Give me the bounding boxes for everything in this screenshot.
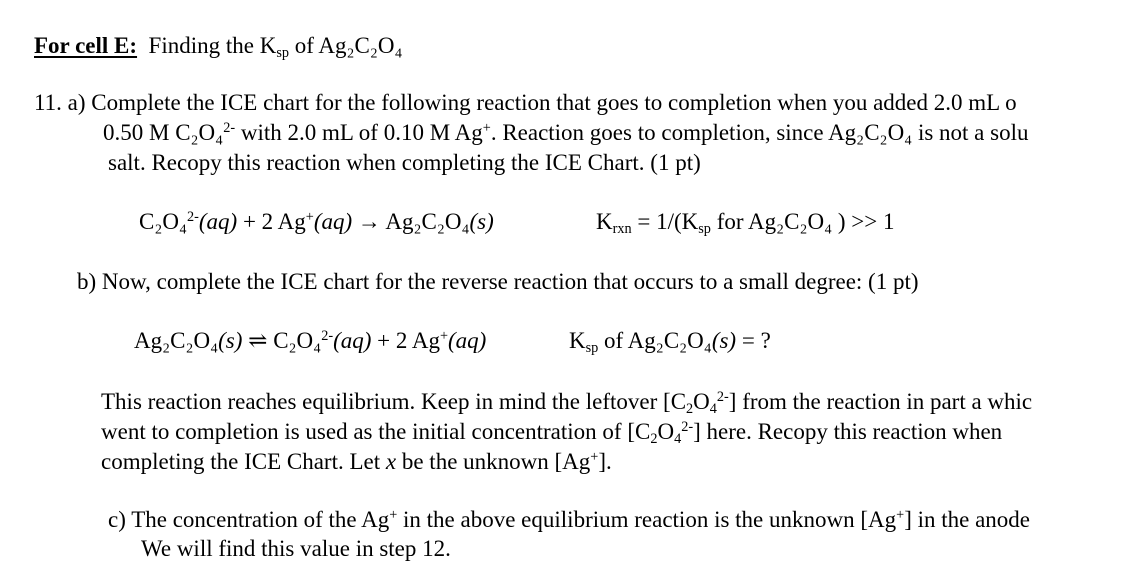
note-2-pre: went to completion is used as the initial concentration of [C: [101, 419, 651, 444]
reaction-b-reactant-state: (s): [218, 328, 243, 353]
k-rxn-label: K: [596, 209, 613, 234]
part-a-text-1: a) Complete the ICE chart for the following reaction that goes to completion when you added 2.0 mL o: [67, 90, 1017, 115]
section-heading: [34, 32, 403, 59]
note-2-sub1: 2: [650, 430, 658, 447]
note-3-pre: completing the ICE Chart. Let: [101, 449, 386, 474]
ksp-tail-state: (s): [711, 328, 737, 353]
note-1-charge: 2-: [716, 389, 729, 406]
reaction-a-oxalate-charge: 2-: [187, 209, 199, 226]
reaction-a-product-state: (s): [469, 209, 494, 234]
ksp-sub: sp: [585, 339, 599, 356]
note-2-charge: 2-: [681, 419, 694, 436]
note-2-sub2: 4: [674, 430, 682, 447]
reaction-a-silver: + 2 Ag: [237, 209, 306, 234]
reaction-b-equilibrium-arrow: ⇌: [242, 328, 274, 353]
reaction-b-oxalate-state: (aq): [333, 328, 372, 353]
note-2-mid: O: [657, 419, 675, 444]
note-2-ion: [674, 418, 693, 445]
part-c-text-2: We will find this value in step 12.: [141, 536, 451, 561]
cell-label: For cell E:: [34, 33, 138, 58]
reaction-a-silver-charge: +: [305, 209, 314, 226]
reaction-b-oxalate-charge: 2-: [321, 328, 334, 345]
reaction-a-oxalate: C₂O₄: [139, 209, 187, 234]
note-3-variable: x: [385, 449, 397, 474]
part-a-line-3: [108, 149, 701, 176]
reaction-b-k: [569, 327, 771, 354]
k-rxn-tail: for Ag₂C₂O₄ ) >> 1: [710, 209, 895, 234]
part-c-text-1b: in the above equilibrium reaction is the unknown [Ag: [397, 507, 897, 532]
k-rxn-sub: rxn: [612, 220, 632, 237]
reaction-a-oxalate-state: (aq): [198, 209, 238, 234]
heading-title-sub: sp: [276, 44, 289, 61]
reaction-a: [139, 208, 494, 235]
heading-title-tail: of Ag₂C₂O₄: [289, 33, 403, 58]
part-b-line-1: [77, 268, 919, 295]
note-1-ion: [710, 388, 729, 415]
ksp-tail: of Ag₂C₂O₄: [598, 328, 712, 353]
oxalate-charge: 2-: [223, 120, 236, 137]
part-c-line-2: [141, 535, 451, 562]
note-1-sub1: 2: [686, 400, 694, 417]
note-3-charge: +: [590, 449, 599, 466]
reaction-b-reactant: Ag₂C₂O₄: [134, 328, 219, 353]
question-number: 11.: [34, 90, 62, 115]
part-b-text-1: b) Now, complete the ICE chart for the reverse reaction that occurs to a small degree: (1 pt): [77, 269, 919, 294]
part-a-text-2a: 0.50 M C₂O₄: [103, 120, 224, 145]
part-a-line-1: [34, 89, 1017, 116]
note-2-post: ] here. Recopy this reaction when: [693, 419, 1003, 444]
note-1-post: ] from the reaction in part a whic: [728, 389, 1033, 414]
note-line-1: [101, 388, 1032, 415]
note-3-post: ].: [598, 449, 612, 474]
k-rxn-eq: = 1/(K: [631, 209, 699, 234]
silver-charge: +: [482, 120, 491, 137]
part-a-line-2: [103, 119, 1028, 146]
part-c-text-1a: c) The concentration of the Ag: [108, 507, 390, 532]
reaction-b-silver-state: (aq): [448, 328, 487, 353]
part-a-text-2c: . Reaction goes to completion, since Ag₂C₂O₄ is not a solu: [490, 120, 1029, 145]
reaction-a-k: [596, 208, 894, 235]
part-c-charge-2: +: [896, 507, 905, 524]
reaction-a-silver-state: (aq): [313, 209, 353, 234]
heading-title: Finding the K: [148, 33, 277, 58]
reaction-b-oxalate: C₂O₄: [273, 328, 322, 353]
reaction-a-arrow: →: [352, 209, 386, 234]
note-1-sub2: 4: [709, 400, 717, 417]
ksp-tail-end: = ?: [736, 328, 771, 353]
note-line-2: [101, 418, 1002, 445]
part-c-charge-1: +: [389, 507, 398, 524]
part-a-text-3: salt. Recopy this reaction when completing the ICE Chart. (1 pt): [108, 150, 701, 175]
reaction-b-silver: + 2 Ag: [371, 328, 440, 353]
part-c-line-1: [108, 506, 1030, 533]
note-line-3: [101, 448, 612, 475]
note-1-pre: This reaction reaches equilibrium. Keep in mind the leftover [C: [101, 389, 687, 414]
reaction-b-silver-charge: +: [439, 328, 448, 345]
reaction-b: [134, 327, 486, 354]
note-3-mid: be the unknown [Ag: [396, 449, 591, 474]
k-rxn-sp-sub: sp: [698, 220, 711, 237]
ksp-label: K: [569, 328, 586, 353]
reaction-a-product: Ag₂C₂O₄: [385, 209, 470, 234]
part-a-text-2b: with 2.0 mL of 0.10 M Ag: [235, 120, 483, 145]
note-1-mid: O: [693, 389, 710, 414]
part-c-text-1c: ] in the anode: [904, 507, 1031, 532]
